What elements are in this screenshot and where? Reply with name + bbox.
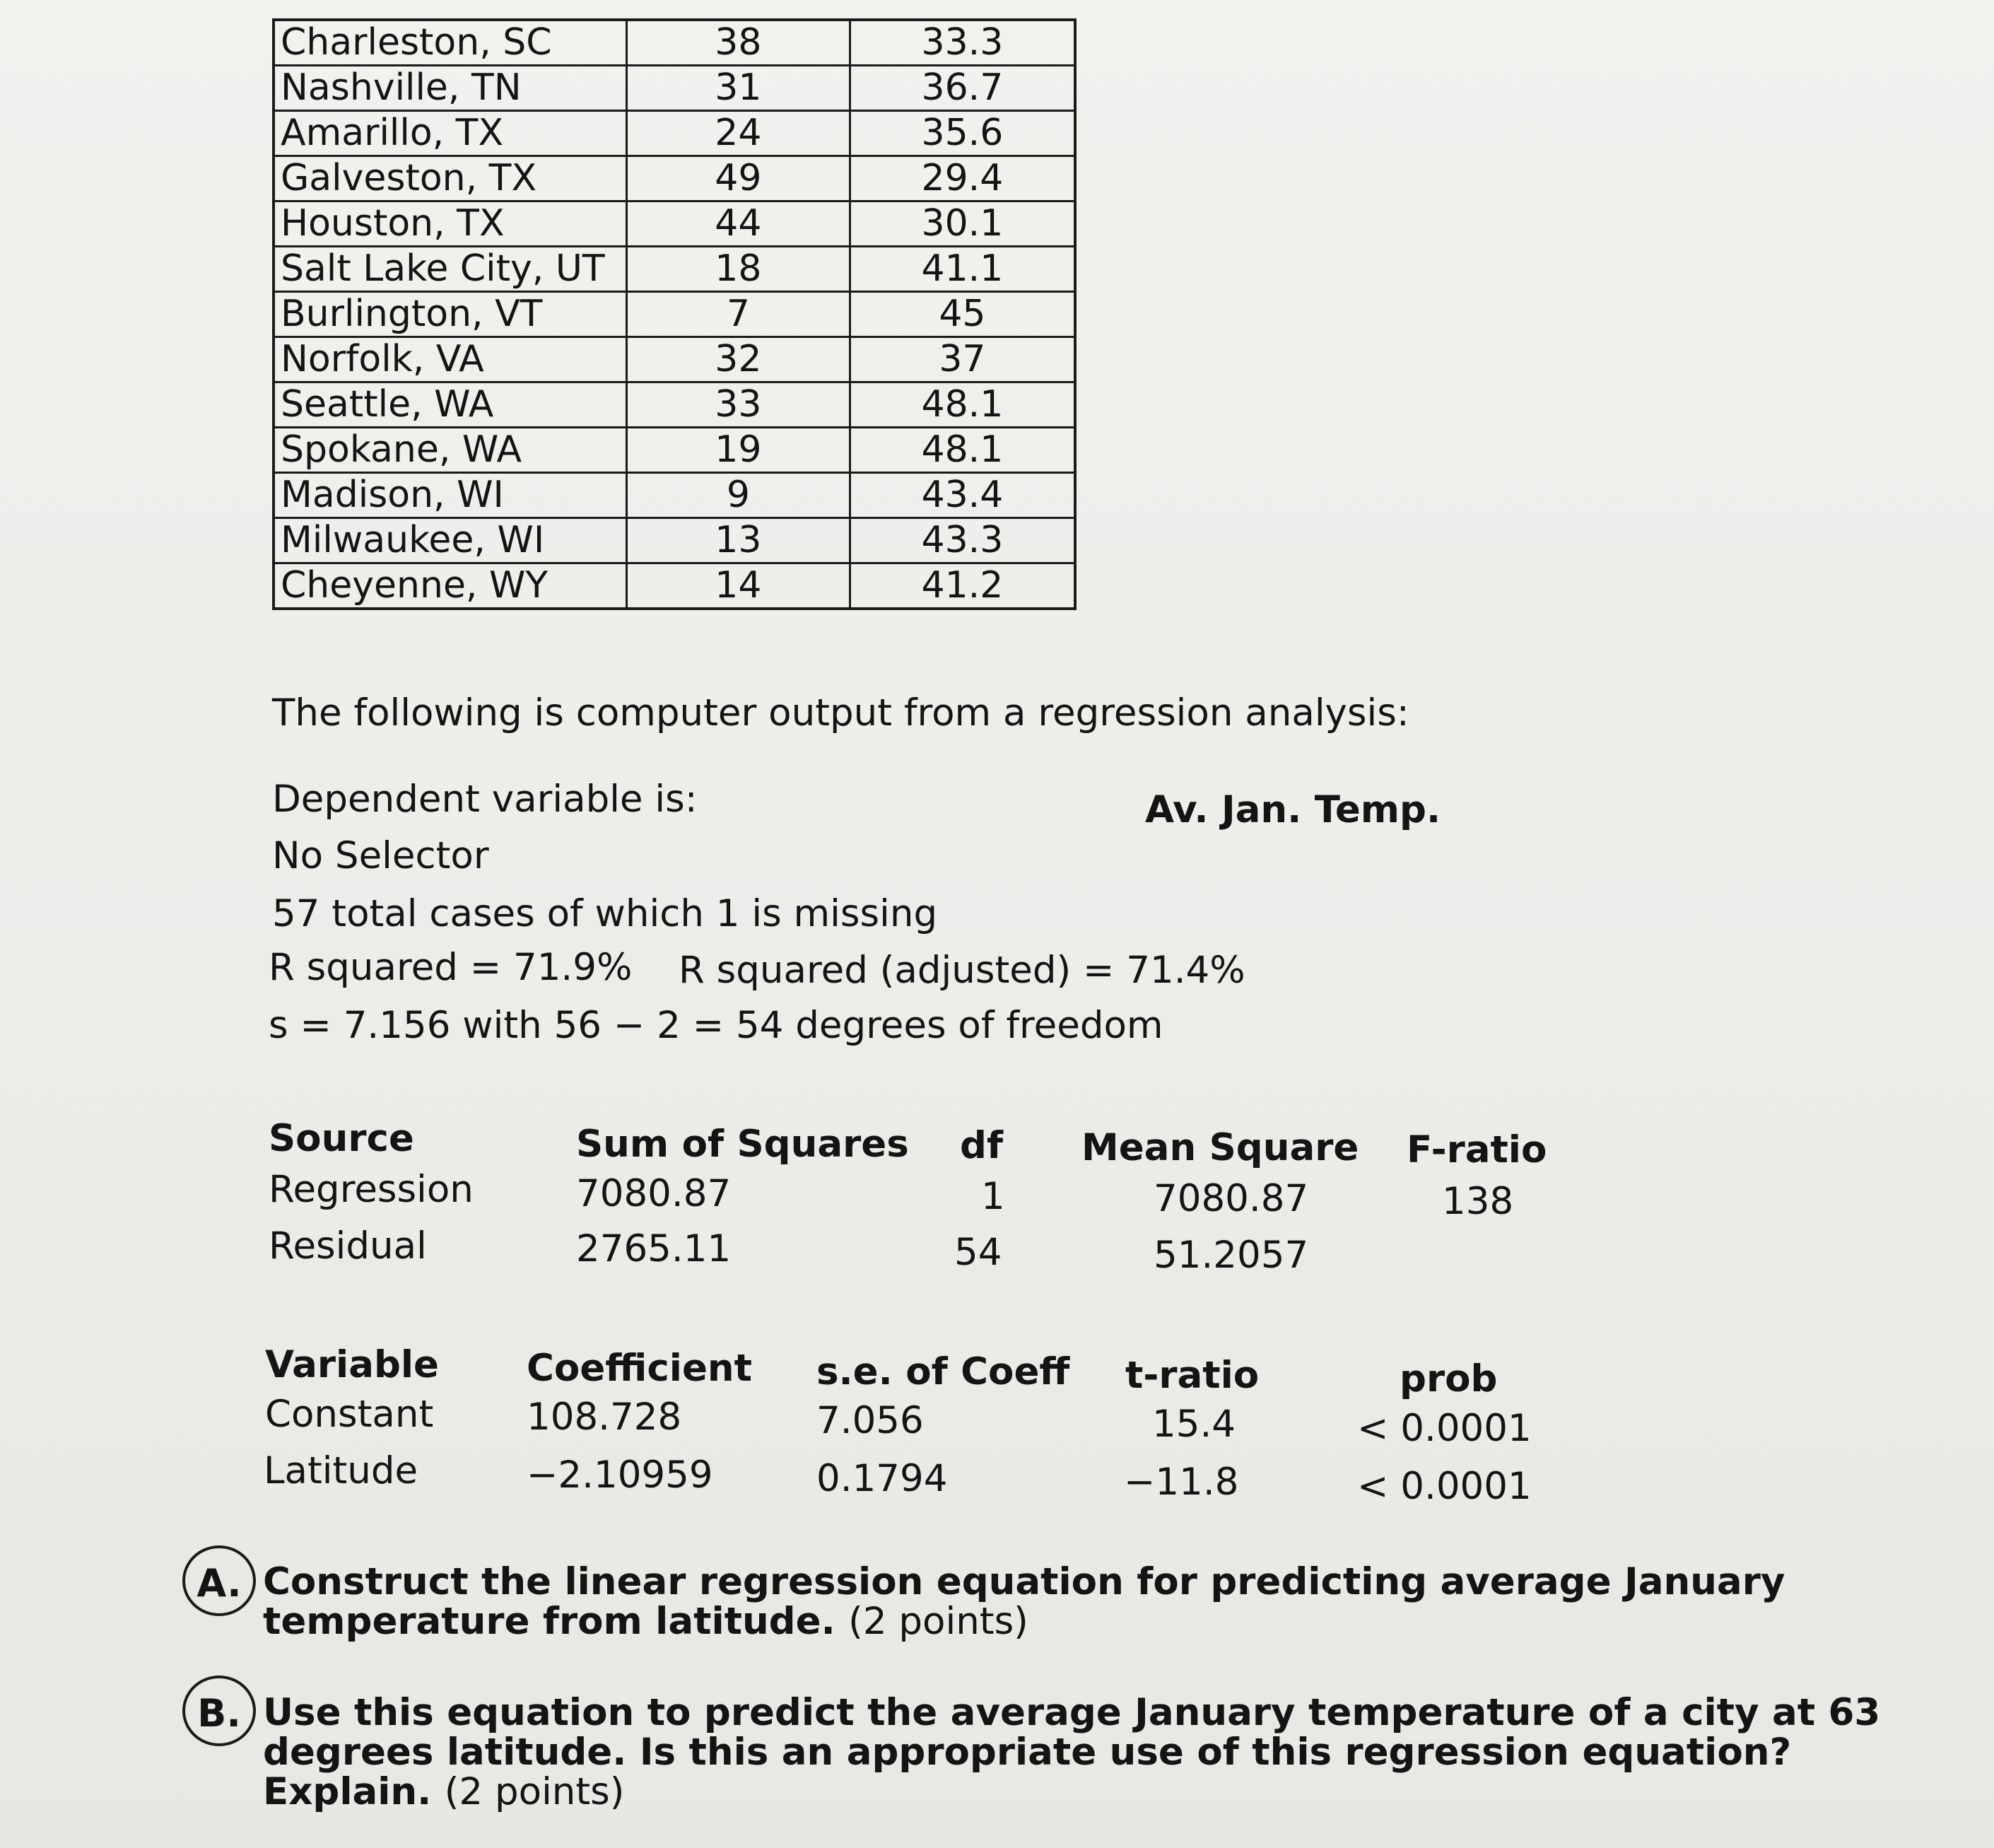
jan-temp-cell: 35.6: [850, 111, 1075, 156]
question-a-line1: Construct the linear regression equation for predicting average January: [263, 1560, 1785, 1603]
latitude-cell: 18: [626, 247, 850, 292]
city-row: [274, 111, 1075, 156]
question-b-line2: degrees latitude. Is this an appropriate use of this regression equation?: [263, 1731, 1792, 1774]
anova-residual-ms: 51.2057: [1154, 1234, 1309, 1277]
anova-residual-source: Residual: [269, 1224, 427, 1268]
anova-regression-ms: 7080.87: [1154, 1177, 1309, 1220]
jan-temp-cell: 48.1: [850, 428, 1075, 473]
city-row: [274, 156, 1075, 201]
latitude-cell: 14: [626, 563, 850, 609]
latitude-cell: 7: [626, 292, 850, 337]
intro-text: The following is computer output from a regression analysis:: [272, 691, 1409, 735]
anova-header-df: df: [960, 1124, 1003, 1167]
city-row: [274, 337, 1075, 382]
coef-latitude-t: −11.8: [1124, 1461, 1239, 1504]
city-name-cell: Madison, WI: [274, 473, 626, 518]
city-row: [274, 563, 1075, 609]
jan-temp-cell: 41.2: [850, 563, 1075, 609]
city-row: [274, 518, 1075, 563]
jan-temp-cell: 45: [850, 292, 1075, 337]
question-a-points: (2 points): [848, 1600, 1028, 1643]
city-table-body: [274, 20, 1075, 609]
city-row: [274, 20, 1075, 66]
anova-regression-source: Regression: [269, 1168, 474, 1211]
jan-temp-cell: 29.4: [850, 156, 1075, 201]
city-name-cell: Houston, TX: [274, 201, 626, 247]
r-squared: R squared = 71.9%: [269, 946, 633, 989]
anova-regression-f: 138: [1442, 1180, 1514, 1223]
coef-header-prob: prob: [1400, 1357, 1498, 1400]
coef-constant-prob: < 0.0001: [1357, 1407, 1532, 1450]
latitude-cell: 49: [626, 156, 850, 201]
question-a-text: [263, 1562, 1785, 1642]
anova-header-sum-of-squares: Sum of Squares: [576, 1123, 909, 1166]
jan-temp-cell: 48.1: [850, 382, 1075, 428]
coef-latitude-prob: < 0.0001: [1357, 1465, 1532, 1508]
coef-latitude-coefficient: −2.10959: [527, 1454, 713, 1497]
dependent-variable-label: Dependent variable is:: [272, 778, 698, 821]
coef-constant-coefficient: 108.728: [527, 1396, 682, 1439]
city-row: [274, 201, 1075, 247]
jan-temp-cell: 41.1: [850, 247, 1075, 292]
city-row: [274, 428, 1075, 473]
city-name-cell: Cheyenne, WY: [274, 563, 626, 609]
latitude-cell: 31: [626, 66, 850, 111]
jan-temp-cell: 37: [850, 337, 1075, 382]
latitude-cell: 33: [626, 382, 850, 428]
city-name-cell: Seattle, WA: [274, 382, 626, 428]
coef-header-coefficient: Coefficient: [527, 1347, 752, 1390]
jan-temp-cell: 36.7: [850, 66, 1075, 111]
city-name-cell: Charleston, SC: [274, 20, 626, 66]
latitude-cell: 44: [626, 201, 850, 247]
question-a-badge: A.: [182, 1545, 256, 1616]
city-row: [274, 292, 1075, 337]
city-name-cell: Amarillo, TX: [274, 111, 626, 156]
question-a-line2: temperature from latitude.: [263, 1600, 835, 1643]
question-b-line3-wrap: [263, 1772, 1880, 1812]
city-name-cell: Norfolk, VA: [274, 337, 626, 382]
city-name-cell: Milwaukee, WI: [274, 518, 626, 563]
jan-temp-cell: 43.4: [850, 473, 1075, 518]
city-name-cell: Spokane, WA: [274, 428, 626, 473]
city-row: [274, 66, 1075, 111]
latitude-cell: 24: [626, 111, 850, 156]
anova-residual-df: 54: [954, 1231, 1002, 1274]
latitude-cell: 32: [626, 337, 850, 382]
anova-header-f-ratio: F-ratio: [1407, 1128, 1547, 1171]
city-name-cell: Salt Lake City, UT: [274, 247, 626, 292]
latitude-cell: 9: [626, 473, 850, 518]
question-b-badge: B.: [182, 1676, 256, 1746]
city-data-table: [272, 18, 1077, 610]
selector-text: No Selector: [272, 834, 489, 877]
city-name-cell: Nashville, TN: [274, 66, 626, 111]
coef-header-variable: Variable: [265, 1343, 440, 1386]
latitude-cell: 19: [626, 428, 850, 473]
coef-constant-t: 15.4: [1152, 1403, 1236, 1446]
city-row: [274, 473, 1075, 518]
city-name-cell: Burlington, VT: [274, 292, 626, 337]
anova-regression-ss: 7080.87: [576, 1172, 732, 1215]
coef-latitude-variable: Latitude: [264, 1449, 418, 1492]
city-row: [274, 247, 1075, 292]
city-name-cell: Galveston, TX: [274, 156, 626, 201]
anova-header-source: Source: [269, 1117, 414, 1160]
cases-text: 57 total cases of which 1 is missing: [272, 892, 938, 935]
question-b-line3: Explain.: [263, 1770, 432, 1813]
question-b-points: (2 points): [444, 1770, 625, 1813]
coef-header-se: s.e. of Coeff: [816, 1350, 1070, 1393]
dependent-variable-value: Av. Jan. Temp.: [1145, 788, 1441, 831]
anova-regression-df: 1: [981, 1175, 1005, 1218]
question-b-line1: Use this equation to predict the average January temperature of a city at 63: [263, 1691, 1881, 1734]
latitude-cell: 38: [626, 20, 850, 66]
city-row: [274, 382, 1075, 428]
r-squared-adjusted: R squared (adjusted) = 71.4%: [679, 949, 1245, 992]
question-a-line2-wrap: [263, 1602, 1785, 1642]
jan-temp-cell: 33.3: [850, 20, 1075, 66]
standard-error-line: s = 7.156 with 56 − 2 = 54 degrees of freedom: [269, 1004, 1163, 1047]
jan-temp-cell: 30.1: [850, 201, 1075, 247]
jan-temp-cell: 43.3: [850, 518, 1075, 563]
coef-constant-se: 7.056: [816, 1399, 924, 1442]
anova-residual-ss: 2765.11: [576, 1227, 732, 1270]
latitude-cell: 13: [626, 518, 850, 563]
anova-header-mean-square: Mean Square: [1081, 1126, 1359, 1169]
question-b-text: [263, 1693, 1880, 1812]
coef-latitude-se: 0.1794: [816, 1457, 948, 1500]
coef-header-t-ratio: t-ratio: [1125, 1354, 1260, 1397]
coef-constant-variable: Constant: [265, 1393, 434, 1436]
